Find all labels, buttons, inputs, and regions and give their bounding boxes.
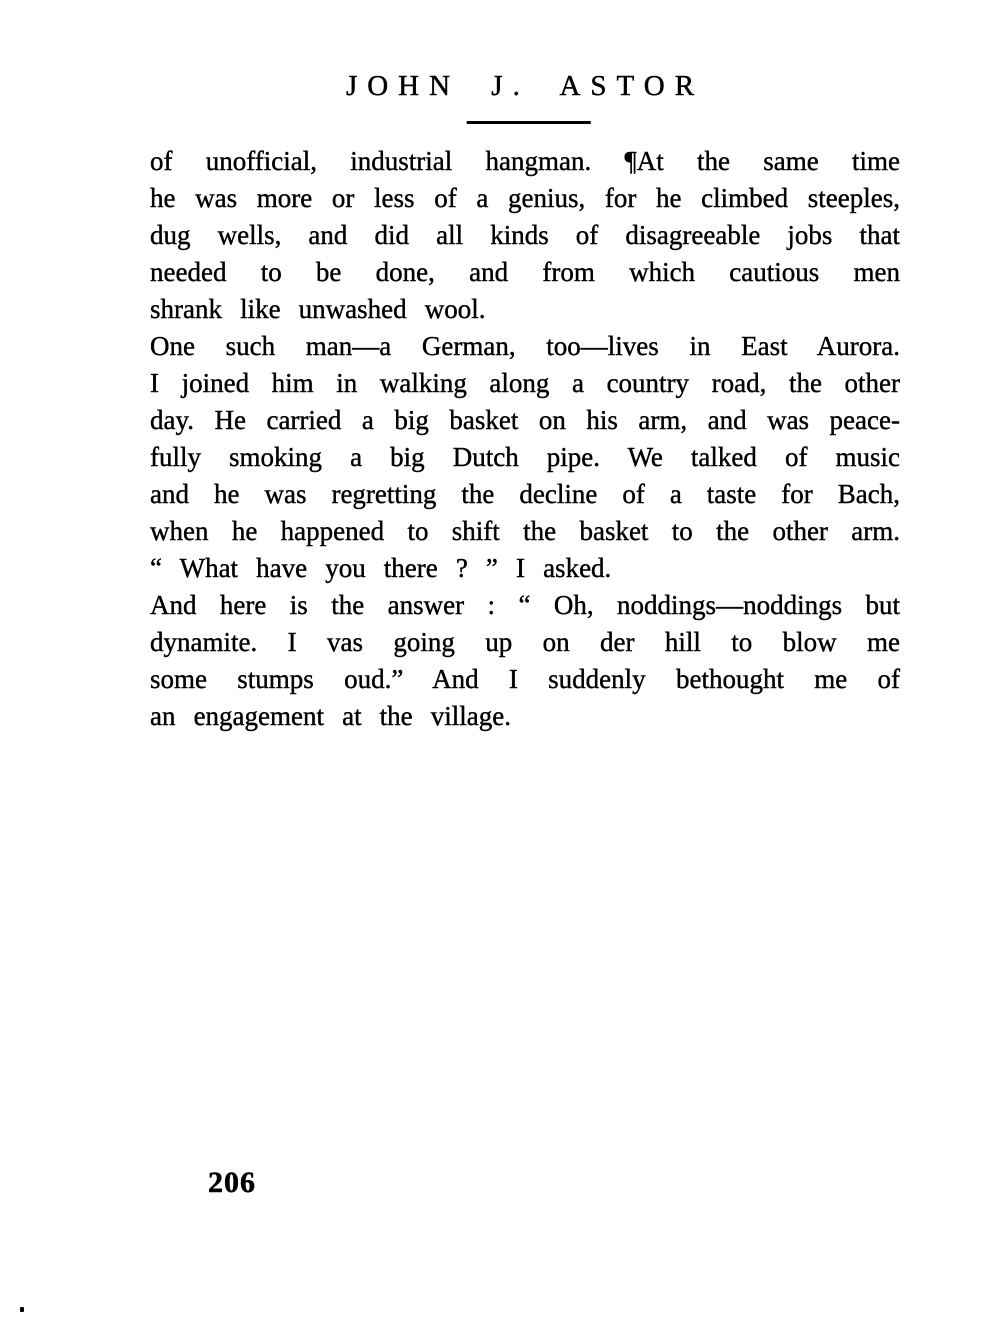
text-line: when he happened to shift the basket to the other arm. bbox=[150, 516, 900, 546]
text-line: I joined him in walking along a country road, the other bbox=[150, 368, 900, 398]
page-title: JOHN J. ASTOR bbox=[345, 70, 705, 102]
text-line: And here is the answer : “ Oh, noddings—noddings but bbox=[150, 590, 900, 620]
text-line: One such man—a German, too—lives in East Aurora. bbox=[150, 331, 900, 361]
text-line: fully smoking a big Dutch pipe. We talked of music bbox=[150, 442, 900, 472]
text-line: dynamite. I vas going up on der hill to blow me bbox=[150, 627, 900, 657]
page-number: 206 bbox=[208, 1166, 256, 1199]
text-line: day. He carried a big basket on his arm, and was peace- bbox=[150, 405, 900, 435]
text-line: and he was regretting the decline of a taste for Bach, bbox=[150, 479, 900, 509]
text-line: dug wells, and did all kinds of disagreeable jobs that bbox=[150, 220, 900, 250]
text-line: shrank like unwashed wool. bbox=[150, 294, 486, 324]
text-line: of unofficial, industrial hangman. ¶At the same time bbox=[150, 146, 900, 176]
text-line: needed to be done, and from which cautious men bbox=[150, 257, 900, 287]
page-header bbox=[150, 70, 900, 102]
text-line: some stumps oud.” And I suddenly bethought me of bbox=[150, 664, 900, 694]
text-line: he was more or less of a genius, for he climbed steeples, bbox=[150, 183, 900, 213]
title-divider-rule bbox=[467, 121, 591, 124]
text-line: “ What have you there ? ” I asked. bbox=[150, 553, 612, 583]
ink-speck bbox=[20, 1307, 24, 1312]
text-line: an engagement at the village. bbox=[150, 701, 511, 731]
body-text bbox=[150, 143, 900, 735]
